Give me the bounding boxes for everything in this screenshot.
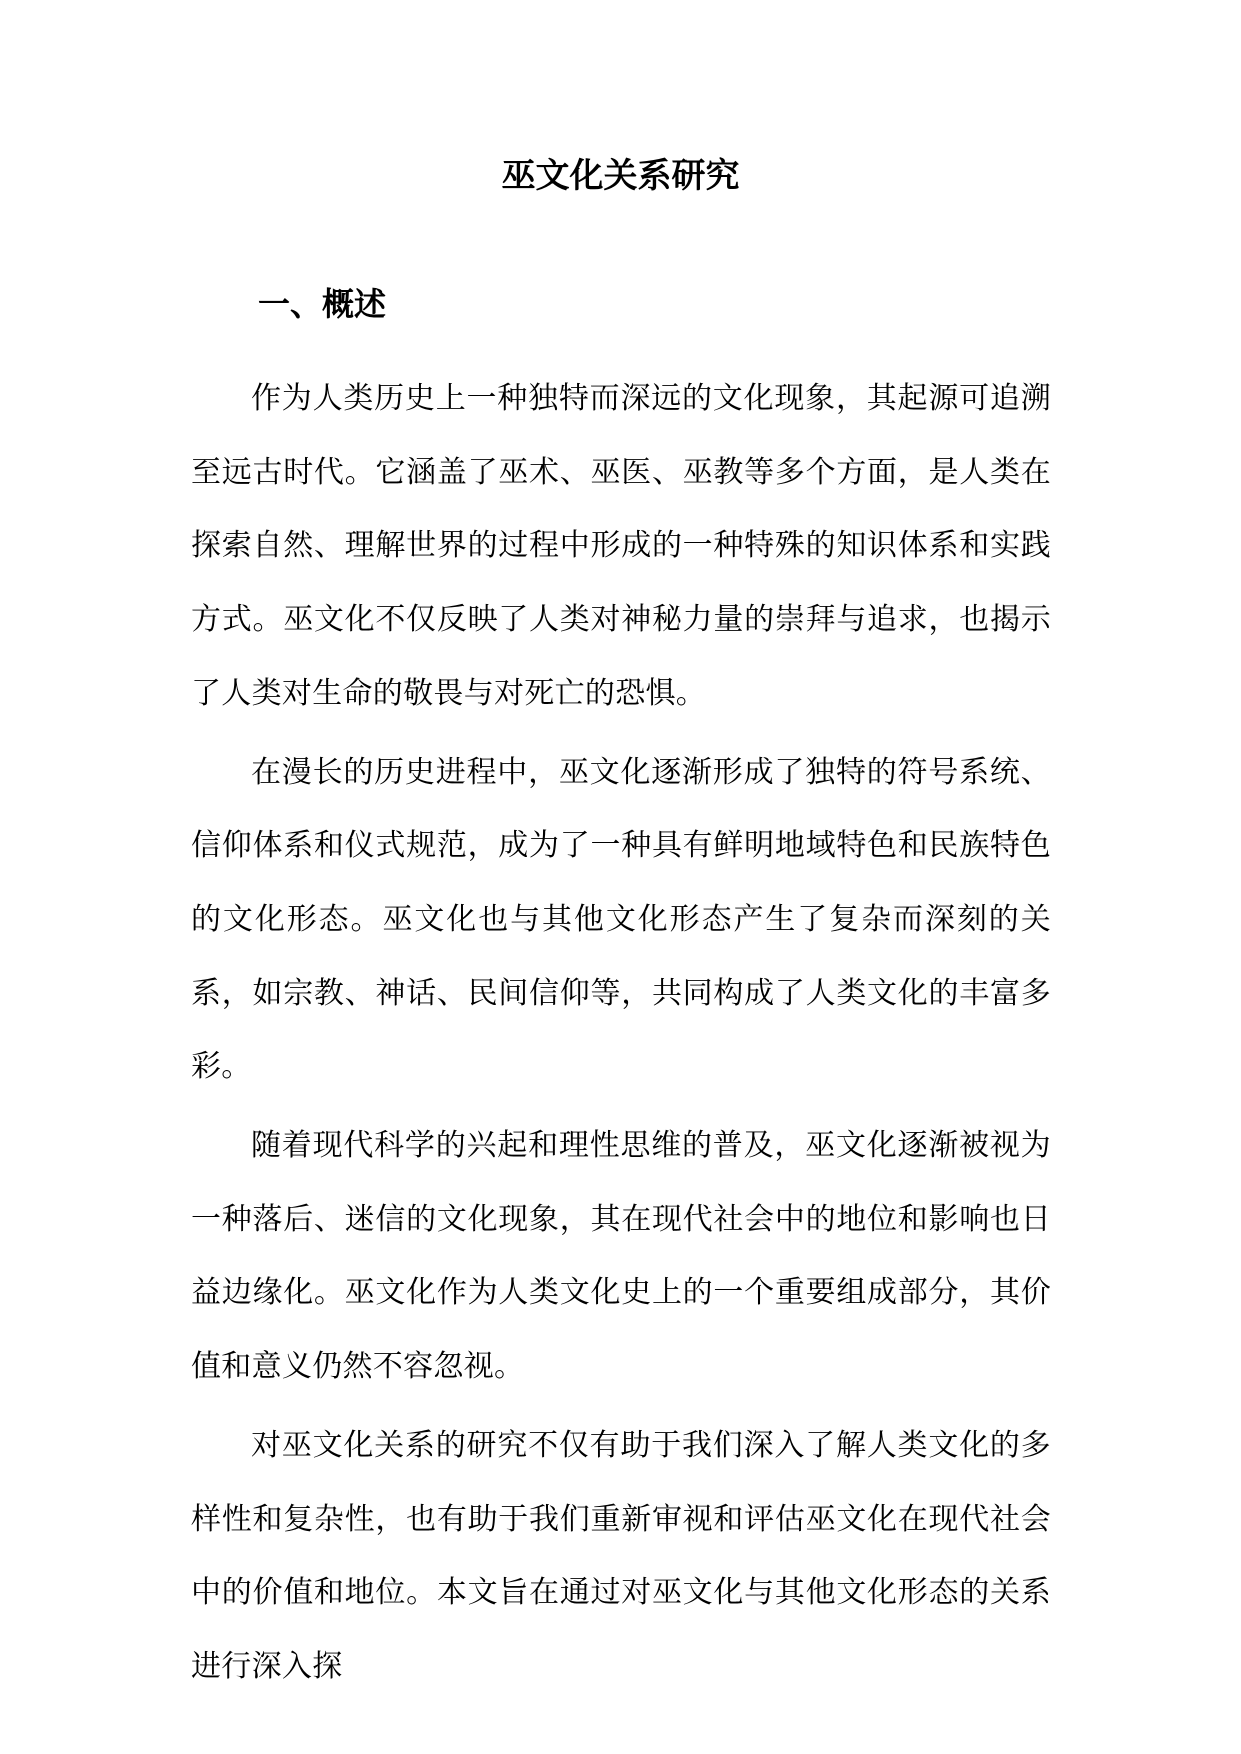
paragraph-2: 在漫长的历史进程中，巫文化逐渐形成了独特的符号系统、信仰体系和仪式规范，成为了一种具有鲜明地域特色和民族特色的文化形态。巫文化也与其他文化形态产生了复杂而深刻的关系，如宗教、神话、民间信仰等，共同构成了人类文化的丰富多彩。 xyxy=(191,754,1051,1085)
paragraph-1: 作为人类历史上一种独特而深远的文化现象，其起源可追溯至远古时代。它涵盖了巫术、巫医、巫教等多个方面，是人类在探索自然、理解世界的过程中形成的一种特殊的知识体系和实践方式。巫文化不仅反映了人类对神秘力量的崇拜与追求，也揭示了人类对生命的敬畏与对死亡的恐惧。 xyxy=(191,381,1051,711)
section-heading: 一、概述 xyxy=(258,285,387,323)
document-title: 巫文化关系研究 xyxy=(501,156,740,196)
paragraph-4: 对巫文化关系的研究不仅有助于我们深入了解人类文化的多样性和复杂性，也有助于我们重新审视和评估巫文化在现代社会中的价值和地位。本文旨在通过对巫文化与其他文化形态的关系进行深入探 xyxy=(191,1427,1051,1684)
paragraph-3: 随着现代科学的兴起和理性思维的普及，巫文化逐渐被视为一种落后、迷信的文化现象，其在现代社会中的地位和影响也日益边缘化。巫文化作为人类文化史上的一个重要组成部分，其价值和意义仍然不容忽视。 xyxy=(191,1128,1051,1385)
document-body xyxy=(191,362,1051,1709)
